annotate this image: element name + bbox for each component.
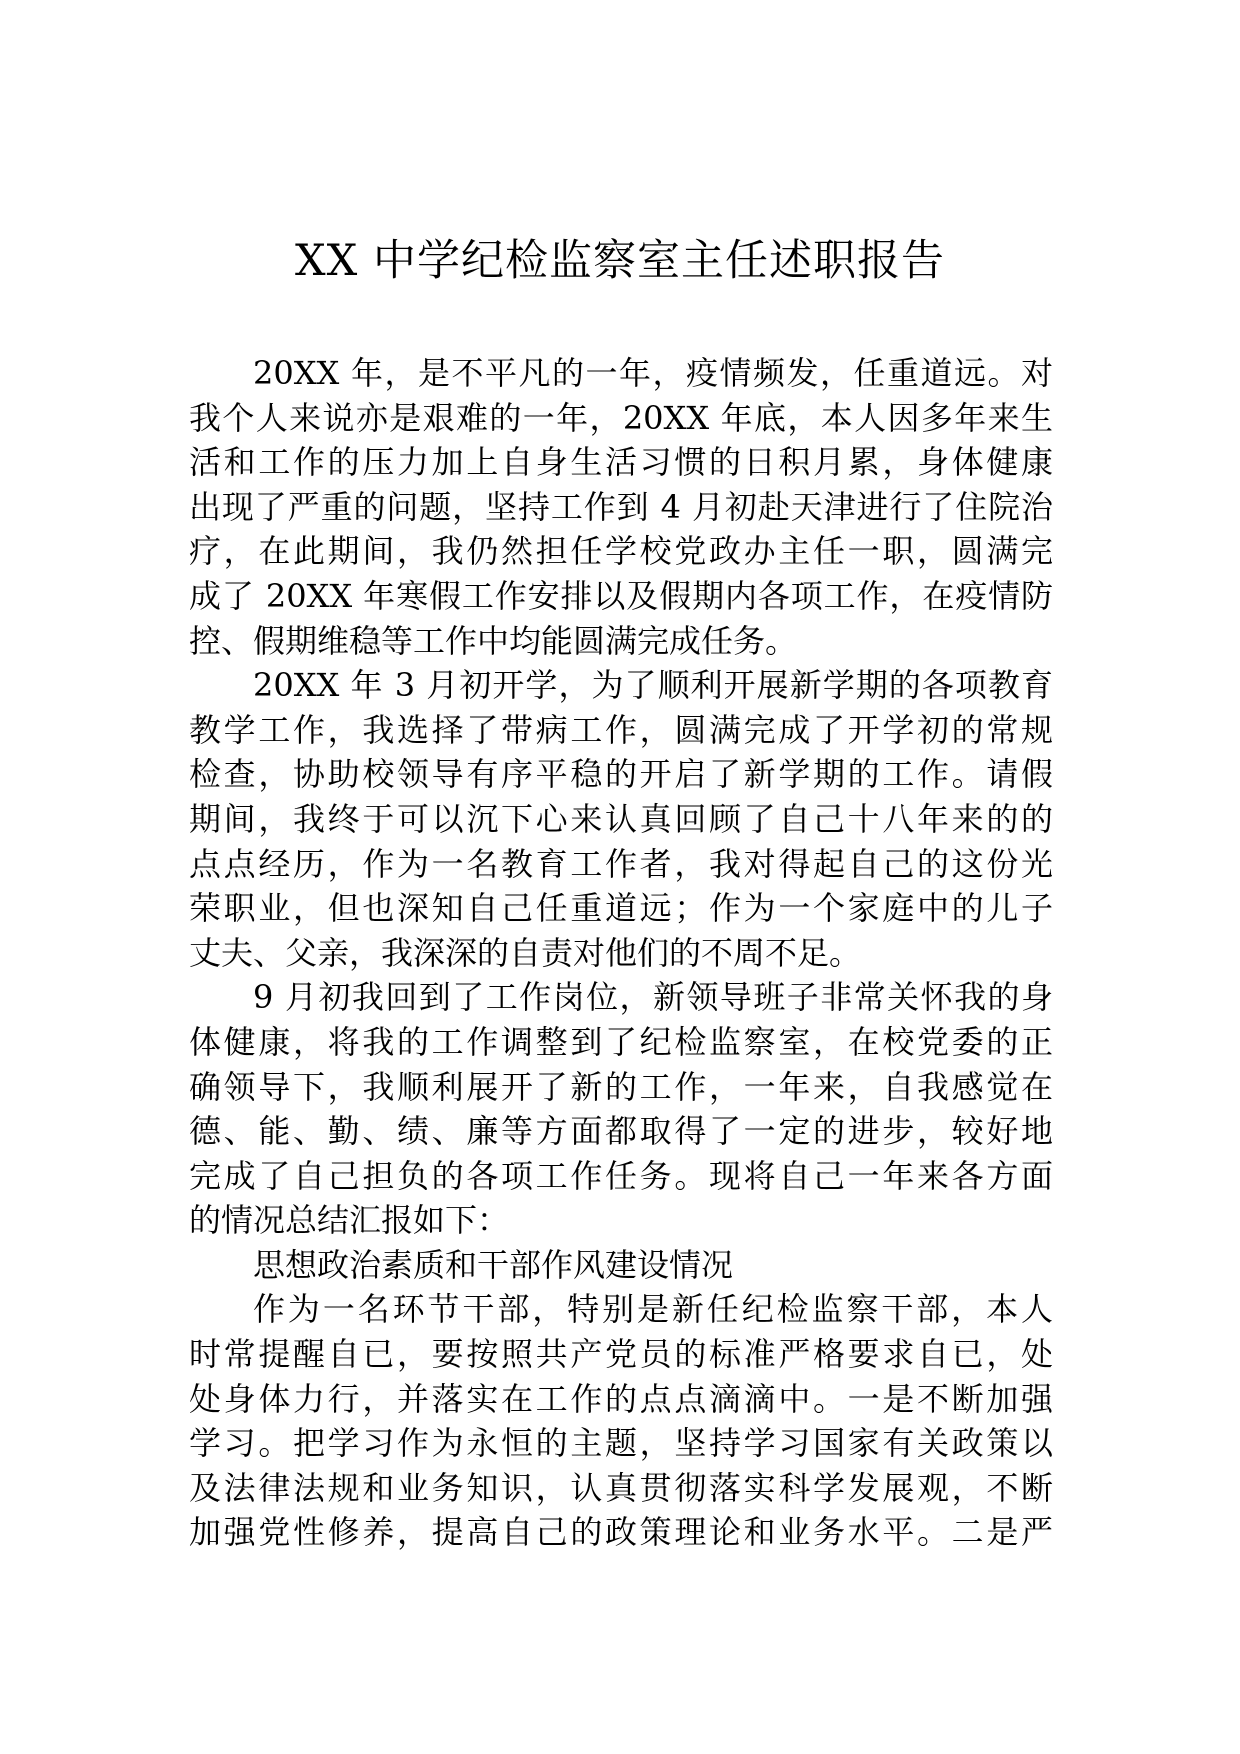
paragraph-line: 9 月初我回到了工作岗位，新领导班子非常关怀我的身	[253, 978, 1053, 1017]
paragraph-line: 学习。把学习作为永恒的主题，坚持学习国家有关政策以	[189, 1424, 1053, 1463]
document-title: XX 中学纪检监察室主任述职报告	[295, 236, 945, 286]
paragraph-line: 出现了严重的问题，坚持工作到 4 月初赴天津进行了住院治	[189, 487, 1053, 526]
paragraph-line: 处身体力行，并落实在工作的点点滴滴中。一是不断加强	[189, 1379, 1053, 1418]
paragraph	[189, 975, 1053, 1243]
paragraph-line: 控、假期维稳等工作中均能圆满完成任务。	[189, 621, 798, 660]
document-body	[189, 351, 1053, 1555]
paragraph-line: 成了 20XX 年寒假工作安排以及假期内各项工作，在疫情防	[189, 576, 1053, 615]
paragraph-line: 的情况总结汇报如下：	[189, 1201, 510, 1240]
paragraph-line: 点点经历，作为一名教育工作者，我对得起自己的这份光	[189, 844, 1053, 883]
paragraph-line: 德、能、勤、绩、廉等方面都取得了一定的进步，较好地	[189, 1112, 1053, 1151]
paragraph	[189, 351, 1053, 663]
paragraph-line: 体健康，将我的工作调整到了纪检监察室，在校党委的正	[189, 1022, 1053, 1061]
paragraph-line: 思想政治素质和干部作风建设情况	[253, 1245, 734, 1284]
paragraph-line: 确领导下，我顺利展开了新的工作，一年来，自我感觉在	[189, 1067, 1053, 1106]
paragraph-line: 20XX 年，是不平凡的一年，疫情频发，任重道远。对	[253, 354, 1053, 392]
paragraph-line: 丈夫、父亲，我深深的自责对他们的不周不足。	[189, 933, 862, 972]
paragraph-line: 教学工作，我选择了带病工作，圆满完成了开学初的常规	[189, 710, 1053, 749]
paragraph-line: 检查，协助校领导有序平稳的开启了新学期的工作。请假	[189, 755, 1053, 794]
paragraph-line: 我个人来说亦是艰难的一年，20XX 年底，本人因多年来生	[189, 398, 1053, 437]
paragraph-line: 及法律法规和业务知识，认真贯彻落实科学发展观，不断	[189, 1468, 1053, 1507]
paragraph-line: 20XX 年 3 月初开学，为了顺利开展新学期的各项教育	[253, 666, 1053, 705]
paragraph-line: 完成了自己担负的各项工作任务。现将自己一年来各方面	[189, 1156, 1053, 1195]
paragraph	[189, 1287, 1053, 1555]
paragraph-line: 时常提醒自已，要按照共产党员的标准严格要求自已，处	[189, 1335, 1053, 1374]
paragraph-line: 加强党性修养，提高自己的政策理论和业务水平。二是严	[189, 1513, 1053, 1552]
paragraph-line: 期间，我终于可以沉下心来认真回顾了自己十八年来的的	[189, 799, 1053, 838]
paragraph-line: 活和工作的压力加上自身生活习惯的日积月累，身体健康	[189, 443, 1053, 482]
paragraph	[189, 1243, 1053, 1288]
paragraph-line: 荣职业，但也深知自己任重道远；作为一个家庭中的儿子	[189, 889, 1053, 928]
paragraph-line: 疗，在此期间，我仍然担任学校党政办主任一职，圆满完	[189, 532, 1053, 571]
paragraph	[189, 663, 1053, 975]
paragraph-line: 作为一名环节干部，特别是新任纪检监察干部，本人	[253, 1290, 1053, 1329]
